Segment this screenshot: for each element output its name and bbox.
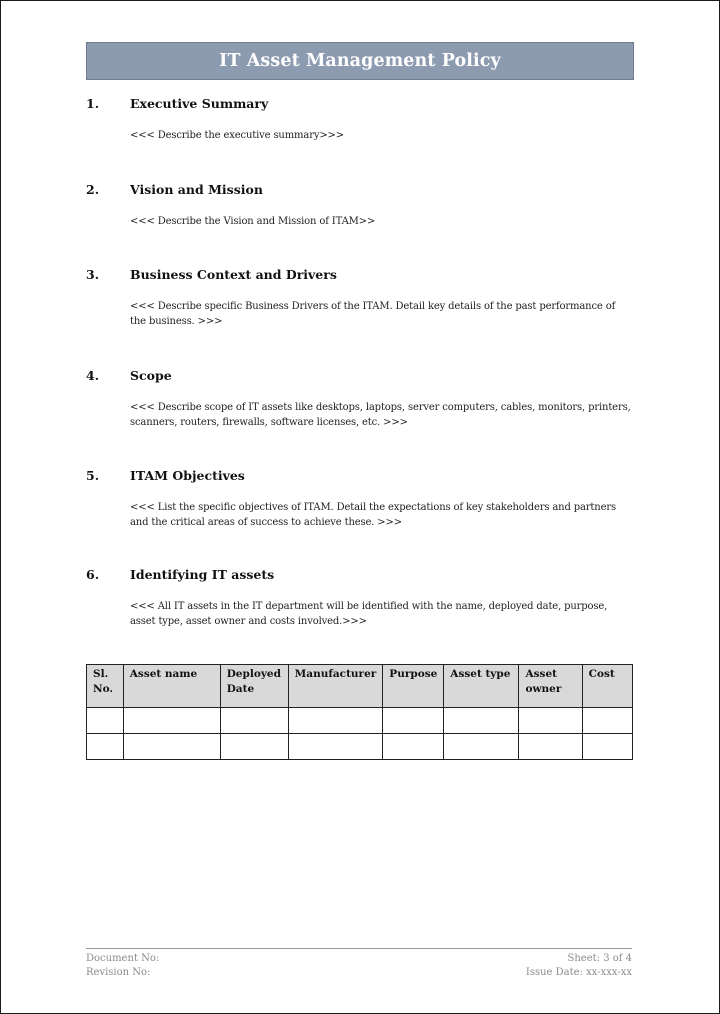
table-cell (383, 734, 444, 760)
header-sl-no: Sl. No. (87, 665, 124, 708)
document-title: IT Asset Management Policy (219, 51, 501, 71)
table-cell (519, 734, 582, 760)
section-number: 6. (86, 567, 100, 582)
header-deployed-date: Deployed Date (220, 665, 288, 708)
section-heading: ITAM Objectives (130, 468, 245, 483)
section-vision-mission (86, 182, 632, 229)
header-cost: Cost (582, 665, 632, 708)
section-heading: Vision and Mission (130, 182, 263, 197)
table-cell (87, 708, 124, 734)
table-cell (582, 708, 632, 734)
section-body: <<< Describe scope of IT assets like desktops, laptops, server computers, cables, monitors, printers, scanners, routers, firewalls, software licenses, etc. >>> (130, 402, 631, 428)
table-cell (383, 708, 444, 734)
section-number: 3. (86, 267, 100, 282)
table-cell (582, 734, 632, 760)
section-body: <<< Describe the executive summary>>> (130, 130, 345, 141)
document-no-label: Document No: (86, 953, 160, 964)
section-itam-objectives (86, 468, 632, 530)
section-identifying-assets (86, 567, 632, 629)
header-asset-type: Asset type (444, 665, 519, 708)
header-manufacturer: Manufacturer (288, 665, 383, 708)
section-number: 2. (86, 182, 100, 197)
table-cell (519, 708, 582, 734)
section-heading: Business Context and Drivers (130, 267, 337, 282)
issue-date: Issue Date: xx-xxx-xx (525, 966, 632, 978)
table-cell (123, 734, 220, 760)
header-asset-name: Asset name (123, 665, 220, 708)
table-cell (444, 734, 519, 760)
header-purpose: Purpose (383, 665, 444, 708)
table-row (87, 734, 633, 760)
section-number: 4. (86, 368, 100, 383)
section-body: <<< Describe specific Business Drivers of the ITAM. Detail key details of the past performance of the business. >>> (130, 301, 616, 327)
section-heading: Identifying IT assets (130, 567, 275, 582)
title-banner (86, 42, 634, 80)
section-number: 5. (86, 468, 100, 483)
table-cell (288, 708, 383, 734)
section-body: <<< List the specific objectives of ITAM. Detail the expectations of key stakeholders and partners and the critical areas of success to achieve these. >>> (130, 502, 616, 528)
section-business-context (86, 267, 632, 329)
table-cell (444, 708, 519, 734)
section-body: <<< Describe the Vision and Mission of ITAM>> (130, 216, 376, 227)
table-row (87, 708, 633, 734)
table-cell (87, 734, 124, 760)
table-cell (220, 734, 288, 760)
section-executive-summary (86, 96, 632, 143)
page-footer (86, 948, 632, 979)
section-heading: Scope (130, 368, 172, 383)
section-heading: Executive Summary (130, 96, 269, 111)
table-cell (288, 734, 383, 760)
table-header-row (87, 665, 633, 708)
table-cell (123, 708, 220, 734)
section-scope (86, 368, 632, 430)
header-asset-owner: Asset owner (519, 665, 582, 708)
table-cell (220, 708, 288, 734)
section-body: <<< All IT assets in the IT department will be identified with the name, deployed date, purpose, asset type, asset owner and costs involved.>>> (130, 601, 608, 627)
revision-no-label: Revision No: (86, 966, 151, 978)
asset-table (86, 664, 633, 760)
sheet-number: Sheet: 3 of 4 (567, 953, 632, 964)
section-number: 1. (86, 96, 100, 111)
